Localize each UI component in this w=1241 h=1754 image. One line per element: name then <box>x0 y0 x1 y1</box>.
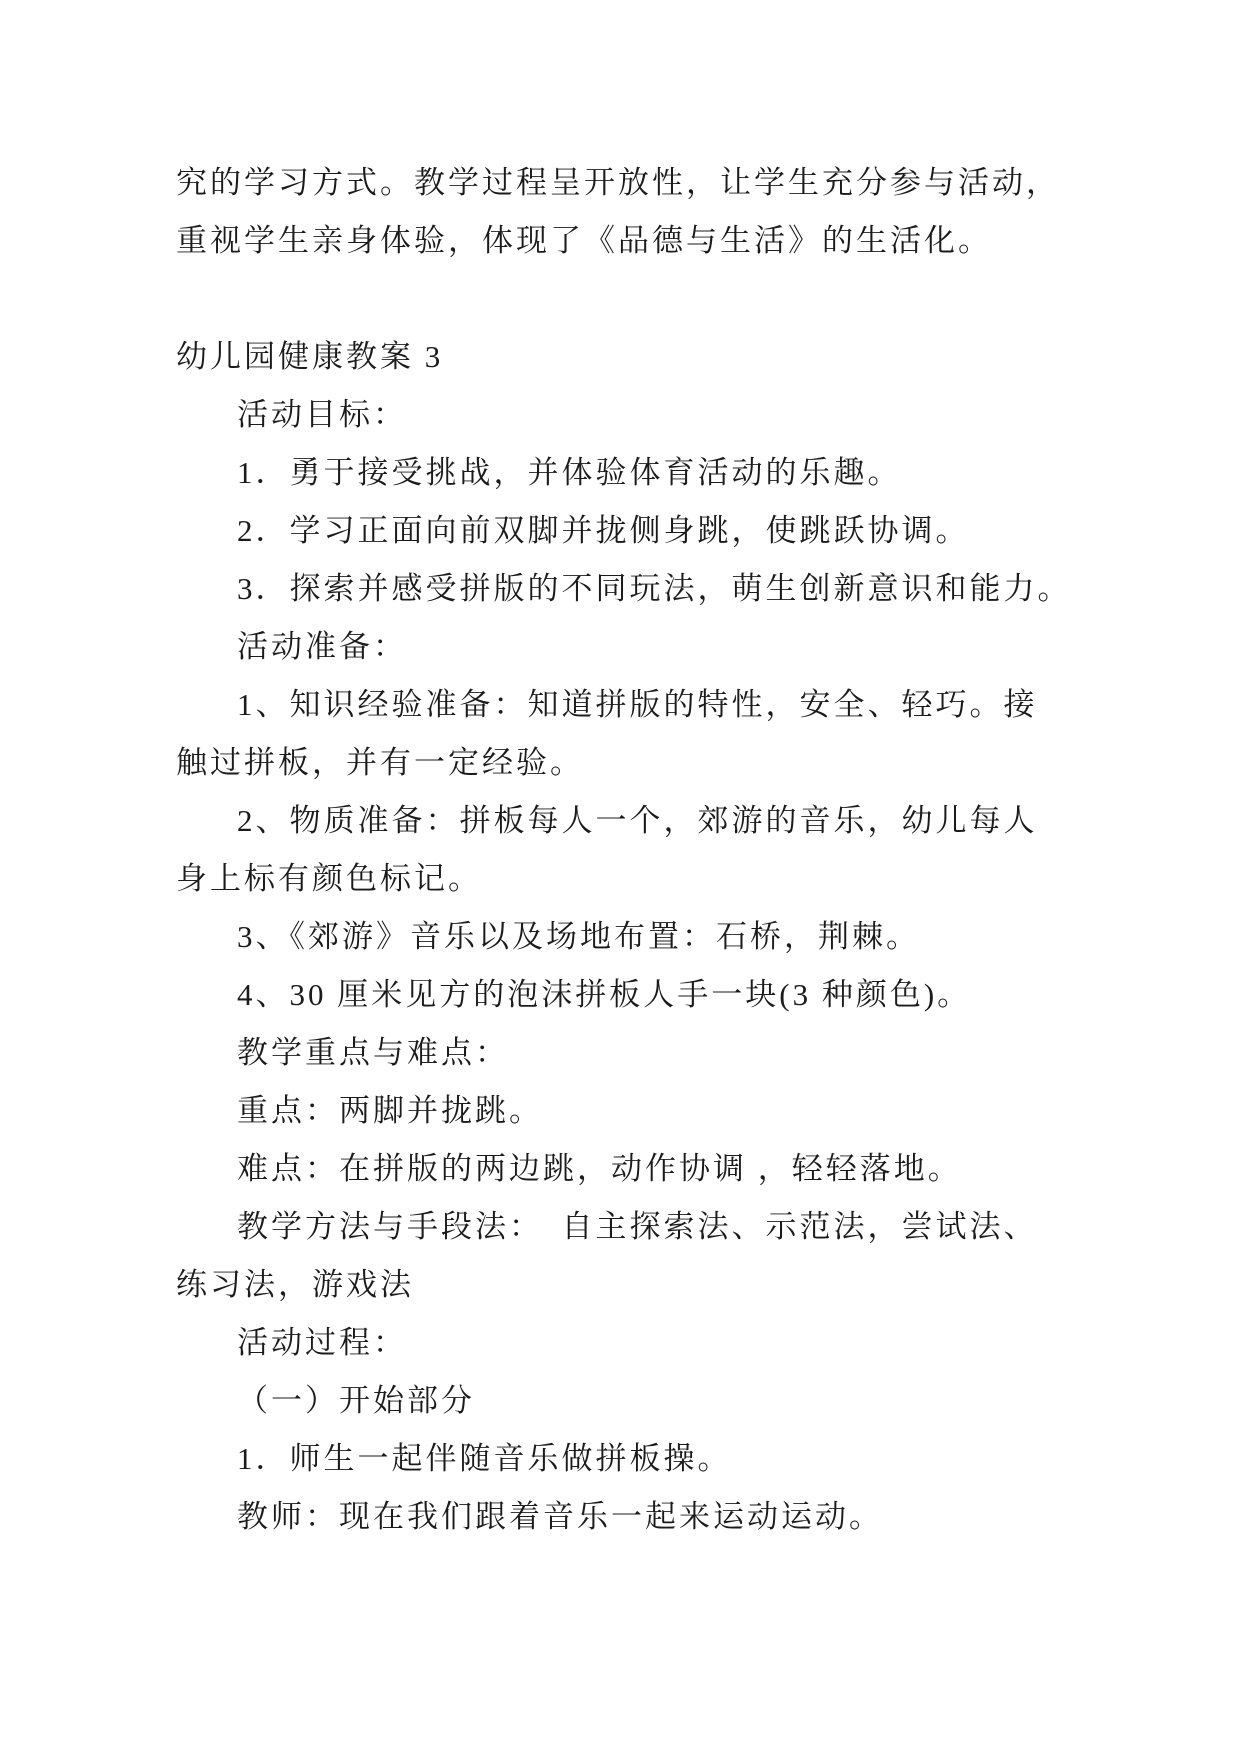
text-line: 2．学习正面向前双脚并拢侧身跳，使跳跃协调。 <box>237 513 970 548</box>
document-body <box>176 154 1076 1546</box>
text-line: 4、30 厘米见方的泡沫拼板人手一块(3 种颜色)。 <box>237 977 972 1012</box>
text-line: 3、《郊游》音乐以及场地布置：石桥，荆棘。 <box>237 919 920 954</box>
text-line: 练习法，游戏法 <box>176 1267 414 1302</box>
document-title: 幼儿园健康教案 3 <box>176 339 444 374</box>
text-line: （一）开始部分 <box>237 1383 475 1418</box>
text-line: 3．探索并感受拼版的不同玩法，萌生创新意识和能力。 <box>237 571 1072 606</box>
text-line: 1、知识经验准备：知道拼版的特性，安全、轻巧。接 <box>237 687 1038 722</box>
text-line: 2、物质准备：拼板每人一个，郊游的音乐，幼儿每人 <box>237 803 1038 838</box>
section-heading-goals: 活动目标： <box>237 397 407 432</box>
section-heading-process: 活动过程： <box>237 1325 407 1360</box>
text-line: 触过拼板，并有一定经验。 <box>176 745 584 780</box>
text-line: 1．勇于接受挑战，并体验体育活动的乐趣。 <box>237 455 902 490</box>
blank-line <box>176 270 1076 328</box>
text-line: 身上标有颜色标记。 <box>176 861 482 896</box>
section-heading-key-points: 教学重点与难点： <box>237 1035 509 1070</box>
text-line: 重视学生亲身体验，体现了《品德与生活》的生活化。 <box>176 223 992 258</box>
text-line: 教学方法与手段法： 自主探索法、示范法，尝试法、 <box>237 1209 1038 1244</box>
text-line: 教师：现在我们跟着音乐一起来运动运动。 <box>237 1499 883 1534</box>
text-line: 1．师生一起伴随音乐做拼板操。 <box>237 1441 732 1476</box>
text-line: 难点：在拼版的两边跳，动作协调 ，轻轻落地。 <box>237 1151 962 1186</box>
text-line: 究的学习方式。教学过程呈开放性，让学生充分参与活动， <box>176 165 1060 200</box>
section-heading-preparation: 活动准备： <box>237 629 407 664</box>
text-line: 重点：两脚并拢跳。 <box>237 1093 543 1128</box>
